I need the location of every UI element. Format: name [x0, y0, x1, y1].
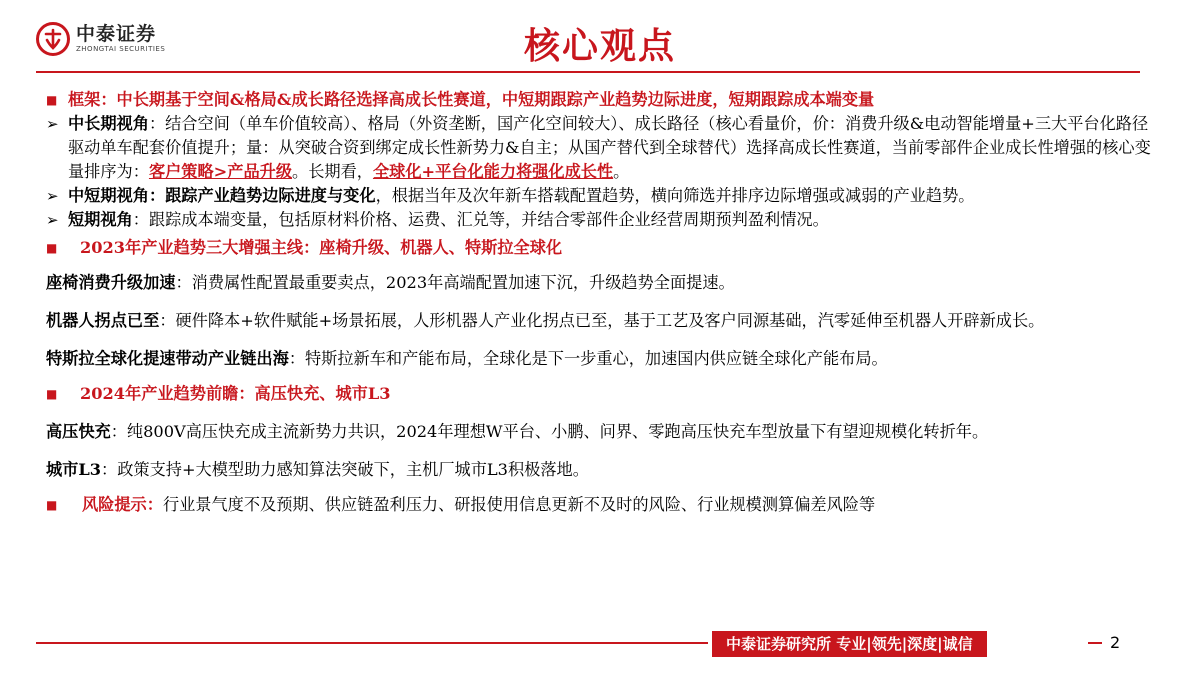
square-bullet-icon: ■	[46, 93, 58, 107]
risk-row	[46, 493, 1161, 517]
mid-short-term-text	[68, 184, 1161, 208]
long-term-label: 中长期视角	[68, 114, 149, 133]
arrow-bullet-icon: ➢	[46, 187, 59, 205]
framework-heading: 框架：中长期基于空间&格局&成长路径选择高成长性赛道，中短期跟踪产业趋势边际进度，短期跟踪成本端变量	[68, 90, 875, 109]
footer	[0, 630, 1200, 660]
mid-short-term-bold: ：跟踪产业趋势边际进度与变化	[148, 186, 376, 205]
trend-item	[46, 306, 1161, 336]
short-term-label: 短期视角	[68, 210, 133, 229]
trend-item-text: ：特斯拉新车和产能布局，全球化是下一步重心，加速国内供应链全球化产能布局。	[288, 349, 888, 368]
mid-short-term-row	[46, 184, 1161, 208]
title-divider	[36, 71, 1140, 73]
arrow-bullet-icon: ➢	[46, 115, 59, 133]
trends-2023-heading-row	[46, 236, 1161, 260]
trend-item	[46, 417, 1161, 447]
long-term-text	[68, 112, 1161, 184]
short-term-row	[46, 208, 1161, 232]
trends-2024-heading: 2024年产业趋势前瞻：高压快充、城市L3	[80, 384, 391, 403]
trend-item-label: 机器人拐点已至	[46, 311, 160, 330]
square-bullet-icon: ■	[46, 387, 58, 401]
footer-divider-left	[36, 642, 708, 644]
long-term-highlight-2: 全球化+平台化能力将强化成长性	[372, 162, 614, 181]
short-term-text	[68, 208, 1161, 232]
framework-row	[46, 88, 1161, 112]
trend-item-label: 座椅消费升级加速	[46, 273, 176, 292]
footer-tagline: 中泰证券研究所 专业|领先|深度|诚信	[712, 631, 987, 657]
trend-item-text: ：政策支持+大模型助力感知算法突破下，主机厂城市L3积极落地。	[101, 460, 589, 479]
square-bullet-icon: ■	[46, 498, 58, 512]
long-term-body-a: ：结合空间（单车价值较高）、格局（外资垄断，国产化空间较大）、成长路径（核心看量价，价：消费升级&电动智能增量+三大平台化路径驱动单车配套价值提升；量：从突破合资到绑定成长性新势力&自主；从国产替代到全球替代）选择高成长性赛道，当前零部件企业成长性增强的核心变量排序为：	[68, 114, 1151, 181]
mid-short-term-body: ，根据当年及次年新车搭载配置趋势，横向筛选并排序边际增强或减弱的产业趋势。	[375, 186, 975, 205]
logo-text-en: ZHONGTAI SECURITIES	[76, 45, 166, 53]
page-number: 2	[1110, 633, 1121, 652]
trend-item	[46, 347, 1161, 371]
trend-item-text: ：纯800V高压快充成主流新势力共识，2024年理想W平台、小鹏、问界、零跑高压快充车型放量下有望迎规模化转折年。	[110, 422, 989, 441]
square-bullet-icon: ■	[46, 241, 58, 255]
short-term-body: ：跟踪成本端变量，包括原材料价格、运费、汇兑等，并结合零部件企业经营周期预判盈利情况。	[132, 210, 829, 229]
trend-item-label: 特斯拉全球化提速带动产业链出海	[46, 349, 289, 368]
risk-text	[68, 493, 1161, 517]
trend-item-label: 城市L3	[46, 460, 102, 479]
trends-2023-heading: 2023年产业趋势三大增强主线：座椅升级、机器人、特斯拉全球化	[80, 238, 563, 257]
trends-2024-heading-row	[46, 382, 1161, 406]
long-term-body-b: 。长期看，	[292, 162, 373, 181]
risk-body: 行业景气度不及预期、供应链盈利压力、研报使用信息更新不及时的风险、行业规模测算偏差风险等	[162, 495, 876, 514]
arrow-bullet-icon: ➢	[46, 211, 59, 229]
trend-item-label: 高压快充	[46, 422, 111, 441]
logo-text-cn: 中泰证券	[76, 23, 157, 45]
trend-item	[46, 271, 1161, 295]
content-body	[46, 88, 1161, 517]
long-term-body-c: 。	[613, 162, 630, 181]
long-term-highlight-1: 客户策略>产品升级	[148, 162, 293, 181]
mid-short-term-label: 中短期视角	[68, 186, 149, 205]
long-term-row	[46, 112, 1161, 184]
page-title: 核心观点	[523, 25, 676, 67]
footer-divider-right	[1088, 642, 1102, 644]
trend-item-text: ：消费属性配置最重要卖点，2023年高端配置加速下沉，升级趋势全面提速。	[175, 273, 735, 292]
trend-item	[46, 458, 1161, 482]
trend-item-text: ：硬件降本+软件赋能+场景拓展，人形机器人产业化拐点已至，基于工艺及客户同源基础，汽零延伸至机器人开辟新成长。	[159, 311, 1045, 330]
risk-label: 风险提示：	[82, 495, 163, 514]
